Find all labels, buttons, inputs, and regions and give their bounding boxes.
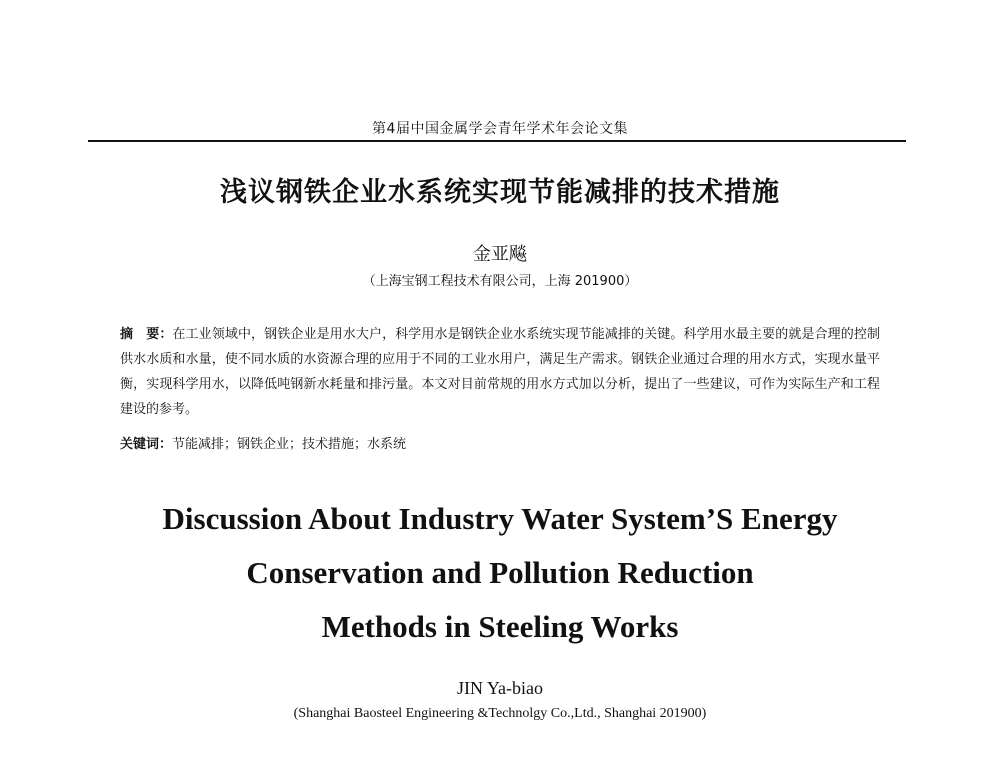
running-header: 第4届中国金属学会青年学术年会论文集 [372,121,628,137]
chinese-affiliation: （上海宝钢工程技术有限公司，上海 201900） [362,274,638,289]
keywords-label: 关键词： [120,437,173,452]
english-title [0,492,1000,654]
keywords-text: 节能减排；钢铁企业；技术措施；水系统 [172,437,407,452]
english-author: JIN Ya-biao [456,678,543,698]
chinese-keywords [120,432,880,457]
english-title-line: Methods in Steeling Works [321,609,679,644]
english-title-line: Discussion About Industry Water System’S Energy [162,501,838,536]
english-affiliation: (Shanghai Baosteel Engineering &Technolgy Co.,Ltd., Shanghai 201900) [293,706,707,721]
chinese-abstract [120,322,880,422]
english-title-line: Conservation and Pollution Reduction [246,555,754,590]
abstract-text: 在工业领域中，钢铁企业是用水大户，科学用水是钢铁企业水系统实现节能减排的关键。科学用水最主要的就是合理的控制供水水质和水量，使不同水质的水资源合理的应用于不同的工业水用户，满足生产需求。钢铁企业通过合理的用水方式，实现水量平衡，实现科学用水，以降低吨钢新水耗量和排污量。本文对目前常规的用水方式加以分析，提出了一些建议，可作为实际生产和工程建设的参考。 [120,327,880,417]
abstract-label: 摘 要： [120,327,173,342]
chinese-author: 金亚飚 [473,244,527,265]
header-rule [88,140,906,142]
chinese-title: 浅议钢铁企业水系统实现节能减排的技术措施 [220,177,780,208]
